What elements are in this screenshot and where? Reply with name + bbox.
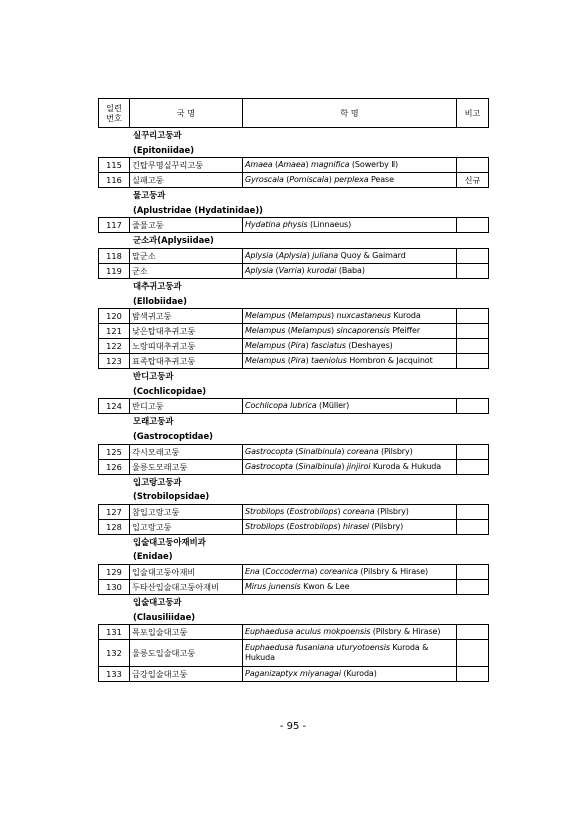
- family-row: [99, 369, 489, 399]
- scientific-name-italic: perplexa: [334, 175, 369, 185]
- family-latin-name: (Enidae): [133, 551, 173, 562]
- serial-number-cell: 119: [99, 263, 130, 278]
- scientific-name-italic: Mirus junensis: [245, 581, 301, 591]
- scientific-name-italic: Pira: [290, 356, 306, 366]
- family-name-cell: [130, 534, 489, 564]
- scientific-name-cell: [243, 218, 457, 233]
- species-row: [99, 339, 489, 354]
- scientific-name-author: (Pilsbry): [374, 506, 409, 516]
- scientific-name-author: (Linnaeus): [307, 220, 352, 230]
- family-latin-name: (Cochlicopidae): [133, 385, 207, 396]
- scientific-name-italic: fasciatus: [311, 341, 346, 351]
- family-korean-name: 대추귀고둥과: [133, 280, 182, 291]
- scientific-name-cell: [243, 309, 457, 324]
- korean-name-cell: 입술대고둥아재비: [130, 564, 243, 579]
- scientific-name-italic: Melampus: [245, 356, 286, 366]
- family-name-cell: [130, 233, 489, 249]
- korean-name-cell: 반디고둥: [130, 399, 243, 414]
- scientific-name-italic: Strobilops: [245, 521, 285, 531]
- scientific-name-cell: [243, 625, 457, 640]
- table-body: [99, 128, 489, 682]
- family-spacer-cell: [99, 128, 130, 158]
- scientific-name-author: Pfeiffer: [389, 326, 421, 336]
- family-row: [99, 414, 489, 444]
- scientific-name-italic: Cochlicopa lubrica: [245, 401, 317, 411]
- scientific-name-italic: Melampus: [245, 311, 286, 321]
- scientific-name-italic: juliana: [312, 250, 339, 260]
- serial-number-cell: 120: [99, 309, 130, 324]
- scientific-name-author: Kuroda & Hukuda: [245, 643, 429, 663]
- scientific-name-cell: [243, 399, 457, 414]
- family-spacer-cell: [99, 369, 130, 399]
- korean-name-cell: 밤색귀고둥: [130, 309, 243, 324]
- korean-name-cell: 실패고둥: [130, 173, 243, 188]
- scientific-name-italic: Aplysia: [278, 250, 307, 260]
- scientific-name-author: (Pilsbry & Hirase): [370, 627, 441, 637]
- serial-number-cell: 130: [99, 579, 130, 594]
- scientific-name-italic: Amaea: [245, 160, 273, 170]
- scientific-name-author: (: [259, 566, 266, 576]
- serial-number-cell: 121: [99, 324, 130, 339]
- serial-number-cell: 117: [99, 218, 130, 233]
- scientific-name-author: (Baba): [336, 265, 365, 275]
- species-row: [99, 354, 489, 369]
- scientific-name-italic: Melampus: [245, 326, 286, 336]
- scientific-name-author: (: [285, 341, 291, 351]
- family-name-cell: [130, 188, 489, 218]
- species-row: [99, 625, 489, 640]
- scientific-name-italic: Pira: [290, 341, 306, 351]
- serial-number-cell: 124: [99, 399, 130, 414]
- scientific-name-italic: hirasei: [342, 521, 370, 531]
- korean-name-cell: 울릉도입술대고둥: [130, 640, 243, 667]
- scientific-name-italic: jinjiroi: [346, 461, 371, 471]
- korean-name-cell: 입고랑고둥: [130, 519, 243, 534]
- scientific-name-author: (Pilsbry): [369, 521, 404, 531]
- note-cell: [457, 399, 489, 414]
- note-cell: [457, 640, 489, 667]
- note-cell: [457, 579, 489, 594]
- serial-number-cell: 131: [99, 625, 130, 640]
- note-cell: [457, 354, 489, 369]
- family-spacer-cell: [99, 188, 130, 218]
- scientific-name-cell: [243, 519, 457, 534]
- scientific-name-author: (: [285, 356, 291, 366]
- scientific-name-italic: magnifica: [310, 160, 350, 170]
- serial-number-cell: 122: [99, 339, 130, 354]
- family-row: [99, 474, 489, 504]
- family-korean-name: 입고랑고둥과: [133, 476, 182, 487]
- note-cell: [457, 263, 489, 278]
- scientific-name-italic: sincaporensis: [336, 326, 390, 336]
- serial-number-cell: 133: [99, 667, 130, 682]
- family-row: [99, 278, 489, 308]
- note-cell: [457, 504, 489, 519]
- family-latin-name: (Gastrocoptidae): [133, 430, 213, 441]
- scientific-name-italic: Euphaedusa fusaniana uturyotoensis: [245, 643, 390, 653]
- note-cell: [457, 459, 489, 474]
- scientific-name-italic: Ena: [245, 566, 260, 576]
- scientific-name-italic: Amaea: [277, 160, 306, 170]
- family-row: [99, 128, 489, 158]
- scientific-name-italic: Pomiscala: [289, 175, 329, 185]
- korean-name-cell: 참입고랑고둥: [130, 504, 243, 519]
- scientific-name-italic: Gyroscala: [245, 175, 284, 185]
- family-korean-name: 실꾸리고둥과: [133, 130, 182, 140]
- scientific-name-author: (Müller): [316, 401, 350, 411]
- family-spacer-cell: [99, 414, 130, 444]
- scientific-name-author: ): [328, 175, 335, 185]
- scientific-name-author: Kuroda: [390, 311, 421, 321]
- species-row: [99, 263, 489, 278]
- korean-name-cell: 긴탑무명실꾸리고둥: [130, 158, 243, 173]
- scientific-name-author: (: [285, 311, 291, 321]
- scientific-name-author: (: [273, 250, 279, 260]
- scientific-name-author: ): [331, 311, 337, 321]
- serial-number-cell: 126: [99, 459, 130, 474]
- scientific-name-author: (Pilsbry & Hirase): [357, 566, 429, 576]
- serial-number-cell: 118: [99, 248, 130, 263]
- note-cell: [457, 667, 489, 682]
- scientific-name-italic: Gastrocopta: [245, 446, 293, 456]
- scientific-name-author: ): [331, 326, 337, 336]
- scientific-name-italic: Hydatina physis: [245, 220, 308, 230]
- species-row: [99, 579, 489, 594]
- scientific-name-cell: [243, 667, 457, 682]
- species-row: [99, 519, 489, 534]
- serial-number-cell: 116: [99, 173, 130, 188]
- serial-number-cell: 125: [99, 444, 130, 459]
- species-table-container: [98, 98, 489, 682]
- korean-name-cell: 각시모래고둥: [130, 444, 243, 459]
- family-name-cell: [130, 474, 489, 504]
- family-korean-name: 입술대고둥아재비과: [133, 536, 206, 547]
- serial-number-cell: 123: [99, 354, 130, 369]
- family-latin-name: (Epitoniidae): [133, 144, 195, 155]
- family-name-cell: [130, 128, 489, 158]
- scientific-name-italic: kurodai: [307, 265, 337, 275]
- scientific-name-author: ): [337, 521, 343, 531]
- scientific-name-author: Pease: [368, 175, 394, 185]
- species-row: [99, 640, 489, 667]
- family-korean-name: 물고둥과: [133, 190, 166, 201]
- header-korean-name: 국 명: [130, 99, 243, 128]
- scientific-name-author: Kuroda & Hukuda: [370, 461, 442, 471]
- scientific-name-author: (Kuroda): [340, 669, 377, 679]
- note-cell: [457, 309, 489, 324]
- note-cell: [457, 339, 489, 354]
- serial-number-cell: 127: [99, 504, 130, 519]
- note-cell: [457, 625, 489, 640]
- scientific-name-cell: [243, 339, 457, 354]
- scientific-name-cell: [243, 579, 457, 594]
- family-spacer-cell: [99, 278, 130, 308]
- note-cell: [457, 324, 489, 339]
- scientific-name-italic: nuxcastaneus: [336, 311, 391, 321]
- family-spacer-cell: [99, 233, 130, 249]
- scientific-name-author: ): [305, 341, 312, 351]
- scientific-name-italic: Coccoderma: [265, 566, 315, 576]
- family-name-cell: [130, 278, 489, 308]
- scientific-name-cell: [243, 640, 457, 667]
- family-latin-name: (Aplustridae (Hydatinidae)): [133, 204, 264, 215]
- scientific-name-author: ): [305, 160, 311, 170]
- header-serial-line2: 번호: [106, 113, 122, 123]
- scientific-name-cell: [243, 173, 457, 188]
- scientific-name-italic: Melampus: [290, 326, 331, 336]
- family-row: [99, 233, 489, 249]
- family-row: [99, 594, 489, 624]
- scientific-name-italic: taeniolus: [311, 356, 347, 366]
- species-row: [99, 173, 489, 188]
- scientific-name-cell: [243, 324, 457, 339]
- species-row: [99, 324, 489, 339]
- scientific-name-author: (: [272, 160, 278, 170]
- scientific-name-author: (Sowerby Ⅱ): [349, 160, 399, 170]
- scientific-name-italic: Eostrobilops: [289, 506, 338, 516]
- scientific-name-cell: [243, 459, 457, 474]
- family-name-cell: [130, 594, 489, 624]
- header-serial-number: [99, 99, 130, 128]
- scientific-name-author: (: [285, 326, 291, 336]
- family-korean-name: 반디고둥과: [133, 371, 174, 382]
- table-header-row: [99, 99, 489, 128]
- korean-name-cell: 두타산입술대고둥아재비: [130, 579, 243, 594]
- scientific-name-author: ): [341, 461, 347, 471]
- serial-number-cell: 129: [99, 564, 130, 579]
- serial-number-cell: 132: [99, 640, 130, 667]
- species-row: [99, 248, 489, 263]
- scientific-name-cell: [243, 504, 457, 519]
- note-cell: [457, 564, 489, 579]
- scientific-name-italic: Aplysia: [245, 265, 274, 275]
- scientific-name-italic: Sinalbinula: [298, 461, 342, 471]
- scientific-name-italic: Melampus: [290, 311, 331, 321]
- scientific-name-cell: [243, 564, 457, 579]
- scientific-name-author: Quoy & Gaimard: [338, 250, 406, 260]
- note-cell: [457, 218, 489, 233]
- family-korean-name: 모래고둥과: [133, 416, 174, 427]
- header-note: 비고: [457, 99, 489, 128]
- species-row: [99, 399, 489, 414]
- scientific-name-author: ): [337, 506, 343, 516]
- korean-name-cell: 군소: [130, 263, 243, 278]
- scientific-name-author: (: [273, 265, 279, 275]
- scientific-name-italic: Strobilops: [245, 506, 285, 516]
- korean-name-cell: 목포입술대고둥: [130, 625, 243, 640]
- scientific-name-author: ): [305, 356, 312, 366]
- scientific-name-author: Kwon & Lee: [300, 581, 350, 591]
- note-cell: 신규: [457, 173, 489, 188]
- header-serial-line1: 일련: [106, 103, 122, 113]
- scientific-name-italic: Paganizaptyx miyanagai: [245, 669, 341, 679]
- family-korean-name: 입술대고둥과: [133, 596, 182, 607]
- note-cell: [457, 519, 489, 534]
- species-row: [99, 564, 489, 579]
- scientific-name-author: ): [341, 446, 347, 456]
- family-latin-name: (Strobilopsidae): [133, 491, 210, 502]
- korean-name-cell: 표족탑대추귀고둥: [130, 354, 243, 369]
- scientific-name-author: (: [283, 175, 290, 185]
- family-row: [99, 188, 489, 218]
- species-row: [99, 158, 489, 173]
- scientific-name-cell: [243, 263, 457, 278]
- scientific-name-italic: Euphaedusa aculus mokpoensis: [245, 627, 371, 637]
- species-row: [99, 667, 489, 682]
- scientific-name-author: Hombron & Jacquinot: [346, 356, 433, 366]
- scientific-name-cell: [243, 354, 457, 369]
- species-table: [98, 98, 489, 682]
- scientific-name-italic: Gastrocopta: [245, 461, 293, 471]
- family-name-cell: [130, 369, 489, 399]
- scientific-name-italic: Melampus: [245, 341, 286, 351]
- scientific-name-author: (Pilsbry): [378, 446, 413, 456]
- note-cell: [457, 158, 489, 173]
- scientific-name-author: ): [306, 250, 313, 260]
- family-korean-name: 군소과(Aplysiidae): [133, 235, 214, 246]
- serial-number-cell: 115: [99, 158, 130, 173]
- scientific-name-italic: coreanica: [319, 566, 358, 576]
- scientific-name-author: (: [292, 461, 299, 471]
- species-row: [99, 309, 489, 324]
- family-latin-name: (Ellobiidae): [133, 295, 187, 306]
- korean-name-cell: 울릉도모래고둥: [130, 459, 243, 474]
- korean-name-cell: 낮은탑대추귀고둥: [130, 324, 243, 339]
- page-number: - 95 -: [279, 721, 307, 732]
- family-name-cell: [130, 414, 489, 444]
- family-spacer-cell: [99, 534, 130, 564]
- scientific-name-italic: coreana: [346, 446, 379, 456]
- scientific-name-author: (Deshayes): [345, 341, 393, 351]
- family-spacer-cell: [99, 594, 130, 624]
- scientific-name-author: ): [314, 566, 320, 576]
- family-spacer-cell: [99, 474, 130, 504]
- family-row: [99, 534, 489, 564]
- scientific-name-author: ): [301, 265, 308, 275]
- species-row: [99, 504, 489, 519]
- scientific-name-italic: Eostrobilops: [289, 521, 338, 531]
- serial-number-cell: 128: [99, 519, 130, 534]
- scientific-name-author: (: [284, 521, 290, 531]
- scientific-name-cell: [243, 248, 457, 263]
- scientific-name-cell: [243, 444, 457, 459]
- family-latin-name: (Clausiliidae): [133, 611, 196, 622]
- scientific-name-italic: coreana: [342, 506, 375, 516]
- korean-name-cell: 금강입술대고둥: [130, 667, 243, 682]
- scientific-name-italic: Sinalbinula: [298, 446, 342, 456]
- species-row: [99, 444, 489, 459]
- species-row: [99, 459, 489, 474]
- header-scientific-name: 학 명: [243, 99, 457, 128]
- korean-name-cell: 줄물고둥: [130, 218, 243, 233]
- scientific-name-italic: Varria: [278, 265, 302, 275]
- scientific-name-cell: [243, 158, 457, 173]
- scientific-name-author: (: [284, 506, 290, 516]
- scientific-name-italic: Aplysia: [245, 250, 274, 260]
- note-cell: [457, 444, 489, 459]
- korean-name-cell: 말군소: [130, 248, 243, 263]
- note-cell: [457, 248, 489, 263]
- scientific-name-author: (: [292, 446, 299, 456]
- korean-name-cell: 노랑띠대추귀고둥: [130, 339, 243, 354]
- species-row: [99, 218, 489, 233]
